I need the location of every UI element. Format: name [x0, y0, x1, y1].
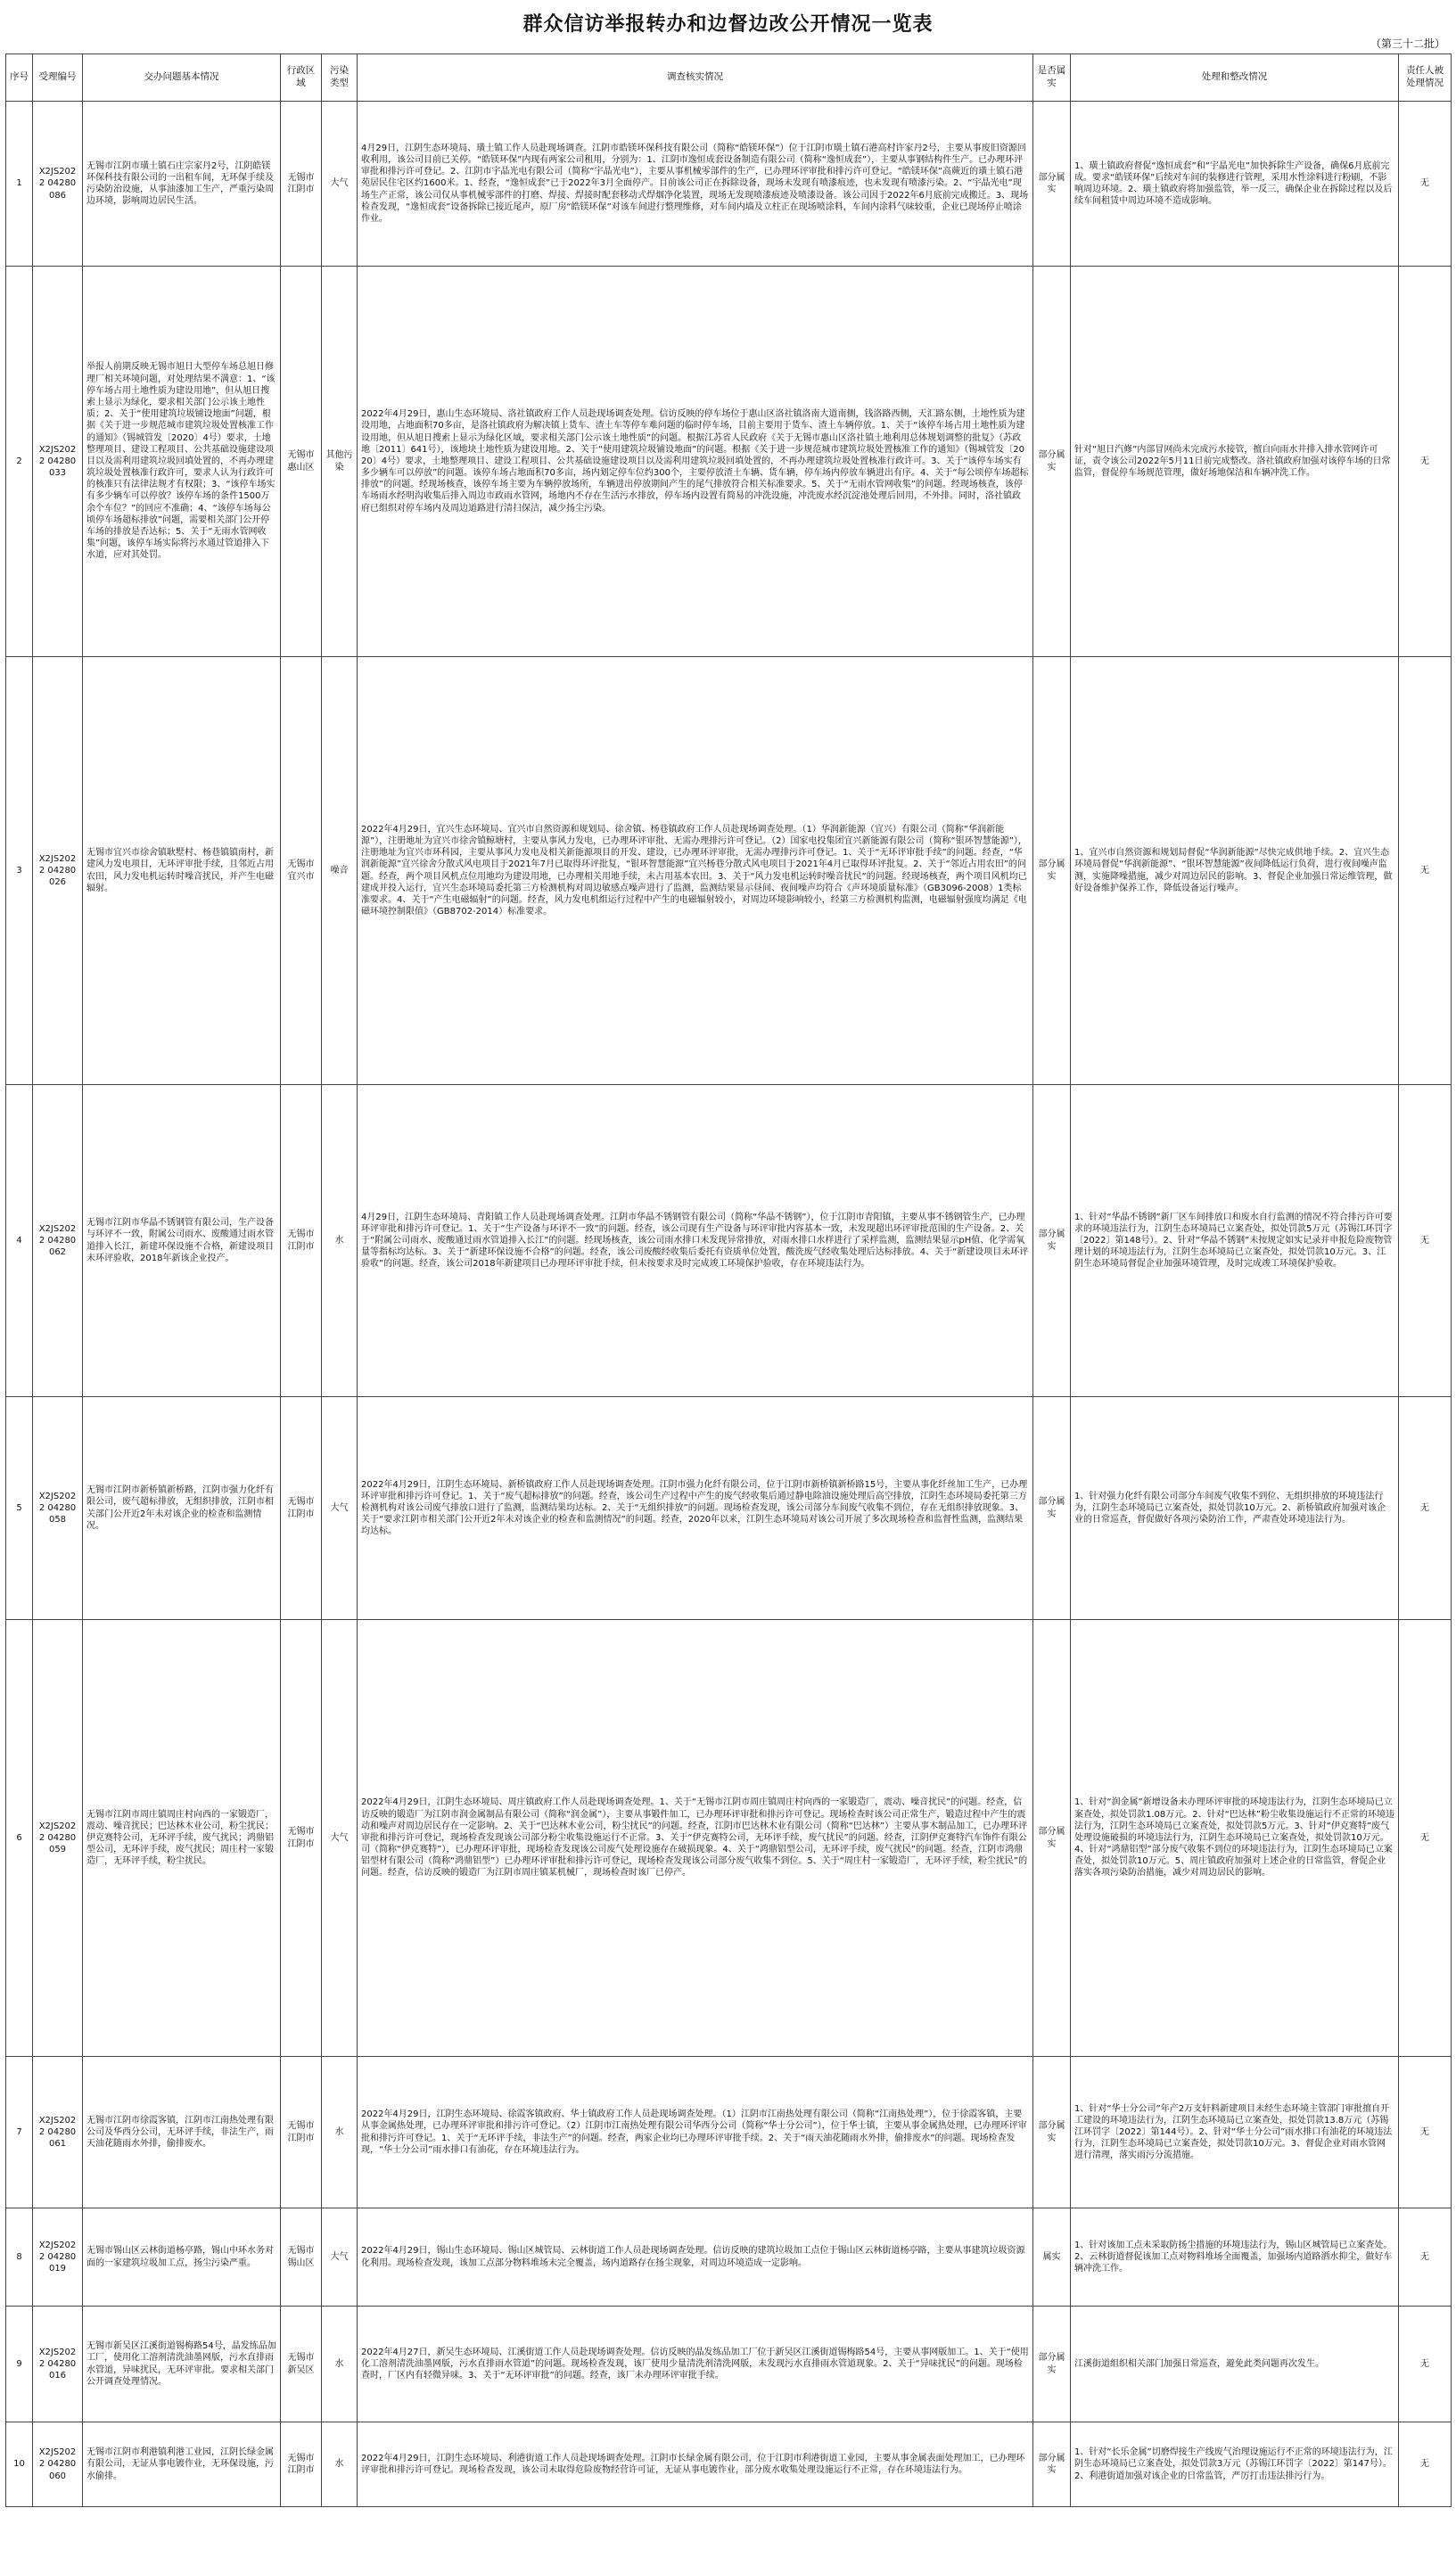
- cell-seq: 4: [6, 1085, 33, 1397]
- cell-id: X2JS2022 04280019: [33, 2208, 83, 2307]
- cell-type: 大气: [322, 2208, 358, 2307]
- cell-type: 大气: [322, 102, 358, 267]
- cell-is-true: 部分属实: [1033, 1085, 1071, 1397]
- document-title: 群众信访举报转办和边督边改公开情况一览表: [522, 12, 934, 36]
- cell-area: 无锡市新吴区: [281, 2307, 322, 2422]
- cell-area: 无锡市江阴市: [281, 102, 322, 267]
- cell-area: 无锡市惠山区: [281, 267, 322, 657]
- header-content: 交办问题基本情况: [83, 54, 281, 102]
- cell-investigation: 2022年4月29日，锡山生态环境局、锡山区城管局、云林街道工作人员赴现场调查处理。信访反映的建筑垃圾加工点位于锡山区云林街道杨亭路，主要从事建筑垃圾资源化利用。现场检查发现，该加工点部分物料堆场未完全覆盖，场内道路存在扬尘现象，对周边环境造成一定影响。: [358, 2208, 1033, 2307]
- header-area: 行政区域: [281, 54, 322, 102]
- cell-result: 1、针对“长乐金属”切磨焊接生产线废气治理设施运行不正常的环境违法行为，江阴生态环境局已立案查处，拟处罚款3万元（苏锡江环罚字〔2022〕第147号）。2、利港街道加强对该企业的日常监管，严厉打击违法排污行为。: [1071, 2422, 1399, 2507]
- cell-seq: 7: [6, 2057, 33, 2208]
- table-row: [6, 2307, 1452, 2422]
- cell-content: 无锡市宜兴市徐舍镇耿墅村、杨巷镇镇南村，新建风力发电项目，无环评审批手续，且邻近占用农田，风力发电机运转时噪音扰民，并产生电磁辐射。: [83, 657, 281, 1085]
- cell-is-true: 部分属实: [1033, 102, 1071, 267]
- cell-investigation: 2022年4月29日，江阴生态环境局、徐霞客镇政府、华士镇政府工作人员赴现场调查处理。（1）江阴市江南热处理有限公司（简称“江南热处理”），位于徐霞客镇，主要从事金属热处理，已办理环评审批和排污许可登记。（2）江阴市江南热处理有限公司华西分公司（简称“华士分公司”），位于华士镇，主要从事金属热处理，已办理环评审批和排污许可登记。1、关于“无环评手续，非法生产”的问题。经查，两家企业均已办理环评审批手续。2、关于“雨天油花随雨水外排，偷排废水”的问题。现场检查发现，“华士分公司”雨水排口有油花，存在环境违法行为。: [358, 2057, 1033, 2208]
- cell-seq: 1: [6, 102, 33, 267]
- cell-content: 无锡市锡山区云林街道杨亭路，锡山中环水务对面的一家建筑垃圾加工点，扬尘污染严重。: [83, 2208, 281, 2307]
- cell-seq: 3: [6, 657, 33, 1085]
- cell-investigation: 4月29日，江阴生态环境局、青阳镇工作人员赴现场调查处理。江阴市华晶不锈钢管有限公司（简称“华晶不锈钢”），位于江阴市青阳镇，主要从事不锈钢管生产，已办理环评审批和排污许可登记。1、关于“生产设备与环评不一致”的问题。经查，该公司现有生产设备与环评审批内容基本一致，未发现超出环评审批范围的生产设备。2、关于“附属公司雨水、废酸通过雨水管道排入长江”的问题。经现场核查，该公司雨水排口未发现异常排放，对雨水排口水样进行了采样监测，监测结果显示pH值、化学需氧量等指标均达标。3、关于“新建环保设施不合格”的问题。经查，该公司废酸经收集后委托有资质单位处置，酸洗废气经收集处理后达标排放。4、关于“新建设项目未环评验收”的问题。经查，该公司2018年新建项目已办理环评审批手续，但未按要求及时完成竣工环境保护验收，存在环境违法行为。: [358, 1085, 1033, 1397]
- cell-accountability: 无: [1399, 2057, 1452, 2208]
- table-row: [6, 2208, 1452, 2307]
- complaints-table: [5, 53, 1452, 2507]
- cell-is-true: 部分属实: [1033, 1397, 1071, 1620]
- cell-investigation: 2022年4月27日，新吴生态环境局、江溪街道工作人员赴现场调查处理。信访反映的晶发练品加工厂位于新吴区江溪街道锡梅路54号，主要从事网版加工。1、关于“使用化工溶剂清洗油墨网版，污水直排雨水管道”的问题。现场检查发现，该厂使用少量清洗剂清洗网版，未发现污水直排雨水管道现象。2、关于“异味扰民”的问题。现场检查时，厂区内有轻微异味。3、关于“无环评审批”的问题。经查，该厂未办理环评审批手续。: [358, 2307, 1033, 2422]
- cell-result: 1、针对“华士分公司”年产2万支轩料新建项目未经生态环境主管部门审批擅自开工建设的环境违法行为，江阴生态环境局已立案查处，拟处罚款13.8万元（苏锡江环罚字〔2022〕第144号）。2、针对“华士分公司”雨水排口有油花的环境违法行为，江阴生态环境局已立案查处，拟处罚款10万元。3、督促企业对雨水管网进行清理，落实雨污分流措施。: [1071, 2057, 1399, 2208]
- cell-result: 1、针对该加工点未采取防扬尘措施的环境违法行为，锡山区城管局已立案查处。2、云林街道督促该加工点对物料堆场全面覆盖，加强场内道路洒水抑尘，做好车辆冲洗工作。: [1071, 2208, 1399, 2307]
- cell-accountability: 无: [1399, 1620, 1452, 2057]
- table-row: [6, 267, 1452, 657]
- table-row: [6, 1085, 1452, 1397]
- header-id: 受理编号: [33, 54, 83, 102]
- cell-seq: 9: [6, 2307, 33, 2422]
- cell-investigation: 2022年4月29日，宜兴生态环境局、宜兴市自然资源和规划局、徐舍镇、杨巷镇政府工作人员赴现场调查处理。（1）华润新能源（宜兴）有限公司（简称“华润新能源”），注册地址为宜兴市徐舍镇鲸塘村，主要从事风力发电，已办理环评审批、无需办理排污许可登记。（2）国家电投集团宜兴新能源有限公司（简称“银环智慧能源”），注册地址为宜兴市环科园，主要从事风力发电及相关新能源项目的开发、建设，已办理环评审批，无需办理排污许可登记。1、关于“无环评审批手续”的问题。经查，“华润新能源”宜兴徐舍分散式风电项目于2021年7月已取得环评批复，“银环智慧能源”宜兴杨巷分散式风电项目于2021年4月已取得环评批复。2、关于“邻近占用农田”的问题。经查，两个项目风机点位用地均为建设用地，已办理相关用地手续，未占用基本农田。3、关于“风力发电机运转时噪音扰民”的问题。经现场核查，两个项目风机均已建成并投入运行，宜兴生态环境局委托第三方检测机构对周边敏感点噪声进行了监测，监测结果显示昼间、夜间噪声均符合《声环境质量标准》（GB3096-2008）1类标准要求。4、关于“产生电磁辐射”的问题。经查，风力发电机组运行过程中产生的电磁辐射较小，对周边环境影响较小，经第三方检测机构监测，电磁辐射强度均满足《电磁环境控制限值》（GB8702-2014）标准要求。: [358, 657, 1033, 1085]
- table-row: [6, 2057, 1452, 2208]
- cell-id: X2JS2022 04280033: [33, 267, 83, 657]
- header-result: 处理和整改情况: [1071, 54, 1399, 102]
- cell-content: 无锡市江阴市徐霞客镇，江阴市江南热处理有限公司及华西分公司，无环评手续，非法生产，雨天油花随雨水外排，偷排废水。: [83, 2057, 281, 2208]
- header-seq: 序号: [6, 54, 33, 102]
- cell-result: 江溪街道组织相关部门加强日常巡查，避免此类问题再次发生。: [1071, 2307, 1399, 2422]
- table-row: [6, 1397, 1452, 1620]
- table-header-row: [6, 54, 1452, 102]
- cell-type: 水: [322, 2422, 358, 2507]
- cell-content: 无锡市江阴市璜土镇石庄宗家丹2号，江阴皓镁环保科技有限公司的一出租车间，无环保手续及污染防治设施，从事油漆加工生产，严重污染周边环境，影响周边居民生活。: [83, 102, 281, 267]
- cell-type: 大气: [322, 1620, 358, 2057]
- cell-is-true: 部分属实: [1033, 2422, 1071, 2507]
- header-is-true: 是否属实: [1033, 54, 1071, 102]
- cell-type: 噪音: [322, 657, 358, 1085]
- cell-investigation: 2022年4月29日，江阴生态环境局、周庄镇政府工作人员赴现场调查处理。1、关于“无锡市江阴市周庄镇周庄村向西的一家锻造厂，震动、噪音扰民”的问题。经查，信访反映的锻造厂为江阴市润金属制品有限公司（简称“润金属”），主要从事锻件加工，已办理环评审批和排污许可登记。现场检查时该公司正常生产，锻造过程中产生的震动和噪声对周边居民存在一定影响。2、关于“巴达林木业公司，粉尘扰民”的问题。经查，江阴市巴达林木业有限公司（简称“巴达林”）主要从事木制品加工，已办理环评审批和排污许可登记，现场检查发现该公司部分粉尘收集设施运行不正常。3、关于“伊克赛特公司，无环评手续，废气扰民”的问题。经查，江阴伊克赛特汽车饰件有限公司（简称“伊克赛特”），已办理环评审批，现场检查发现该公司废气处理设施存在破损现象。4、关于“鸿鼎铝型公司，无环评手续，废气扰民”的问题。经查，江阴市鸿鼎铝型材有限公司（简称“鸿鼎铝型”）已办理环评审批和排污许可登记，现场检查发现该公司部分废气收集不到位。5、关于“周庄村一家锻造厂，无环评手续，粉尘扰民”的问题。经查，信访反映的锻造厂为江阴市周庄镇某机械厂，现场检查时该厂已停产。: [358, 1620, 1033, 2057]
- header-type: 污染类型: [322, 54, 358, 102]
- cell-content: 无锡市江阴市华晶不锈钢管有限公司，生产设备与环评不一致，附属公司雨水、废酸通过雨水管道排入长江，新建环保设施不合格，新建设项目未环评验收，2018年新该企业投产。: [83, 1085, 281, 1397]
- cell-investigation: 2022年4月29日，惠山生态环境局、洛社镇政府工作人员赴现场调查处理。信访反映的停车场位于惠山区洛社镇洛南大道南侧，钱洛路西侧，天汇路东侧，土地性质为建设用地，占地面积70多亩，是洛社镇政府为解决镇上货车、渣土车等停车难问题的临时停车场，目前主要用于货车、渣土车辆停放。1、关于“该停车场占用土地性质为建设用地，但从旭日搜索上显示为绿化区域，要求相关部门公示该土地性质”的问题。根据江苏省人民政府《关于无锡市惠山区洛社镇土地利用总体规划调整的批复》（苏政地〔2011〕641号），该地块土地性质为建设用地。2、关于“使用建筑垃圾铺设地面”的问题。根据《关于进一步规范城市建筑垃圾处置核准工作的通知》（锡城管发〔2020〕4号）要求，土地整理项目、建设工程项目、公共基础设施建设项目以及需利用建筑垃圾回填处置的，不再办理建筑垃圾处置核准行政许可。3、关于“该停车场实有多少辆车可以停放”的问题。该停车场占地面积70多亩，场内划定停车位约300个，主要停放渣土车辆、货车辆，停车场内停放车辆进出有序。4、关于“每公顷停车场超标排放”的问题。经现场核查，该停车场主要为车辆停放场所，车辆进出停放期间产生的尾气排放符合相关标准要求。5、关于“无雨水管网收集”的问题。经现场核查，该停车场雨水经明沟收集后排入周边市政雨水管网，场地内不存在生活污水排放，停车场内设置有简易的冲洗设施，冲洗废水经沉淀池处理后回用，不外排。同时，洛社镇政府已组织对停车场内及周边道路进行清扫保洁，减少扬尘污染。: [358, 267, 1033, 657]
- cell-is-true: 部分属实: [1033, 2307, 1071, 2422]
- cell-accountability: 无: [1399, 657, 1452, 1085]
- cell-id: X2JS2022 04280058: [33, 1397, 83, 1620]
- cell-id: X2JS2022 04280062: [33, 1085, 83, 1397]
- cell-result: 针对“旭日汽修”内部冒网尚未完成污水接管，擅自向雨水井排入排水管网许可证，责令该公司2022年5月11日前完成整改。洛社镇政府加强对该停车场的日常监管，督促停车场规范管理，做好场地保洁和车辆冲洗工作。: [1071, 267, 1399, 657]
- cell-is-true: 部分属实: [1033, 657, 1071, 1085]
- cell-id: X2JS2022 04280016: [33, 2307, 83, 2422]
- cell-area: 无锡市锡山区: [281, 2208, 322, 2307]
- cell-is-true: 属实: [1033, 2208, 1071, 2307]
- cell-result: 1、宜兴市自然资源和规划局督促“华润新能源”尽快完成供地手续。2、宜兴生态环境局督促“华润新能源”、“银环智慧能源”夜间降低运行负荷，进行夜间噪声监测，实施降噪措施，减少对周边居民的影响。3、督促企业加强日常运维管理，做好设备维护保养工作，降低设备运行噪声。: [1071, 657, 1399, 1085]
- table-row: [6, 657, 1452, 1085]
- cell-seq: 5: [6, 1397, 33, 1620]
- cell-content: 举报人前期反映无锡市旭日大型停车场总旭日修理厂相关环境问题，对处理结果不满意：1、“该停车场占用土地性质为建设用地”，但从旭日搜索上显示为绿化，要求相关部门公示该土地性质；2、关于“使用建筑垃圾铺设地面”问题，根据《关于进一步规范城市建筑垃圾处置核准工作的通知》（锡城管发〔2020〕4号）要求，土地整理项目、建设工程项目、公共基础设施建设项目以及需利用建筑垃圾回填处置的，不再办理建筑垃圾处置核准行政许可，要求人认为行政许可的核准只有法律法规才有权限；3、“该停车场实有多少辆车可以停放？该停车场的条件1500万余个车位？”的回应不准确；4、“该停车场每公顷停车场超标排放”问题，需要相关部门公开停车场的排放是否达标；5、关于“无雨水管网收集”问题，该停车场实际将污水通过管道排入下水道，应对其处罚。: [83, 267, 281, 657]
- cell-area: 无锡市江阴市: [281, 2422, 322, 2507]
- cell-accountability: 无: [1399, 2208, 1452, 2307]
- cell-type: 水: [322, 2057, 358, 2208]
- batch-number: （第三十二批）: [1370, 37, 1445, 50]
- cell-id: X2JS2022 04280061: [33, 2057, 83, 2208]
- cell-area: 无锡市江阴市: [281, 1085, 322, 1397]
- cell-type: 水: [322, 2307, 358, 2422]
- cell-result: 1、针对“润金属”新增设备未办理环评审批的环境违法行为，江阴生态环境局已立案查处，拟处罚款1.08万元。2、针对“巴达林”粉尘收集设施运行不正常的环境违法行为，江阴生态环境局已立案查处，拟处罚款5万元。3、针对“伊克赛特”废气处理设施破损的环境违法行为，江阴生态环境局已立案查处，拟处罚款10万元。4、针对“鸿鼎铝型”部分废气收集不到位的环境违法行为，江阴生态环境局已立案查处，拟处罚款10万元。5、周庄镇政府加强对上述企业的日常监管，督促企业落实各项污染防治措施，减少对周边居民的影响。: [1071, 1620, 1399, 2057]
- cell-accountability: 无: [1399, 2422, 1452, 2507]
- cell-id: X2JS2022 04280059: [33, 1620, 83, 2057]
- table-row: [6, 2422, 1452, 2507]
- table-row: [6, 1620, 1452, 2057]
- cell-is-true: 部分属实: [1033, 267, 1071, 657]
- cell-accountability: 无: [1399, 1397, 1452, 1620]
- cell-type: 其他污染: [322, 267, 358, 657]
- cell-type: 大气: [322, 1397, 358, 1620]
- cell-accountability: 无: [1399, 102, 1452, 267]
- cell-result: 1、针对“华晶不锈钢”新厂区车间排放口和废水自行监测的情况不符合排污许可要求的环境违法行为，江阴生态环境局已立案查处，拟处罚款5万元（苏锡江环罚字〔2022〕第148号）。2、针对“华晶不锈钢”未按规定如实记录并申报危险废物管理计划的环境违法行为，江阴生态环境局已立案查处，拟处罚款10万元。3、江阴生态环境局督促企业加强环境管理，及时完成竣工环境保护验收。: [1071, 1085, 1399, 1397]
- cell-content: 无锡市江阴市利港镇利港工业园，江阴长绿金属有限公司，无证从事电镀作业，无环保设施，污水偷排。: [83, 2422, 281, 2507]
- cell-area: 无锡市宜兴市: [281, 657, 322, 1085]
- cell-id: X2JS2022 04280026: [33, 657, 83, 1085]
- cell-content: 无锡市新吴区江溪街道锡梅路54号，晶发练品加工厂，使用化工溶剂清洗油墨网版，污水直排雨水管道，异味扰民，无环评审批。要求相关部门公开调查处理情况。: [83, 2307, 281, 2422]
- cell-investigation: 4月29日，江阴生态环境局、璜土镇工作人员赴现场调查。江阴市皓镁环保科技有限公司（简称“皓镁环保”）位于江阴市璜土镇石港高村许家丹2号，主要从事废旧资源回收利用，该公司目前已关停。“皓镁环保”内现有两家公司租用，分别为：1、江阴市逸恒成套设备制造有限公司（简称“逸恒成套”），主要从事钢结构件生产。已办理环评审批和排污许可登记。2、江阴市宇晶光电有限公司（简称“宇晶光电”），主要从事机械零部件的生产，已办理环评审批和排污许可登记。“皓镁环保”高蕨近的璜土镇石港苑居民住宅区约1600米。1、经查，“逸恒成套”已于2022年3月全面停产。目前该公司正在拆除设备，现场未发现有喷漆痕迹，也未发现有喷漆污染。2、“宇晶光电”现场生产正常，该公司仅从事机械零部件的打磨、焊接、焊接时配套移动式焊烟净化装置，现场无发现喷漆痕迹及喷漆设备。该公司因于2022年6月底前完成搬迁。3、现场检查发现，“逸恒成套”设备拆除已接近尾声，原厂房“皓镁环保”对该车间进行整理维修，对车间内墙及立柱正在现场喷涂料，车间内涂料气味较重，企业已现场停止喷涂作业。: [358, 102, 1033, 267]
- cell-content: 无锡市江阴市周庄镇周庄村向西的一家锻造厂，震动、噪音扰民；巴达林木业公司，粉尘扰民；伊克赛特公司，无环评手续，废气扰民；鸿鼎铝型公司，无环评手续，废气扰民；周庄村一家锻造厂，无环评手续，粉尘扰民。: [83, 1620, 281, 2057]
- cell-accountability: 无: [1399, 267, 1452, 657]
- cell-is-true: 部分属实: [1033, 1620, 1071, 2057]
- cell-content: 无锡市江阴市新桥镇新桥路，江阴市强力化纤有限公司，废气超标排放，无组织排放，江阴市相关部门公开近2年未对该企业的检查和监测情况。: [83, 1397, 281, 1620]
- header-investigation: 调查核实情况: [358, 54, 1033, 102]
- cell-accountability: 无: [1399, 1085, 1452, 1397]
- cell-id: X2JS2022 04280086: [33, 102, 83, 267]
- cell-result: 1、璜土镇政府督促“逸恒成套”和“宇晶光电”加快拆除生产设备，确保6月底前完成。要求“皓镁环保”后续对车间的装修进行管理，采用水性涂料进行粉刷，不影响周边环境。2、璜土镇政府将加强监管，举一反三，确保企业在拆除过程以及后续车间租赁中周边环境不造成影响。: [1071, 102, 1399, 267]
- cell-area: 无锡市江阴市: [281, 1620, 322, 2057]
- cell-seq: 8: [6, 2208, 33, 2307]
- cell-area: 无锡市江阴市: [281, 2057, 322, 2208]
- table-row: [6, 102, 1452, 267]
- header-accountability: 责任人被处理情况: [1399, 54, 1452, 102]
- cell-type: 水: [322, 1085, 358, 1397]
- cell-area: 无锡市江阴市: [281, 1397, 322, 1620]
- cell-seq: 6: [6, 1620, 33, 2057]
- cell-seq: 10: [6, 2422, 33, 2507]
- cell-accountability: 无: [1399, 2307, 1452, 2422]
- cell-is-true: 部分属实: [1033, 2057, 1071, 2208]
- cell-result: 1、针对强力化纤有限公司部分车间废气收集不到位、无组织排放的环境违法行为，江阴生态环境局已立案查处，拟处罚款10万元。2、新桥镇政府加强对该企业的日常巡查，督促做好各项污染防治工作，严肃查处环境违法行为。: [1071, 1397, 1399, 1620]
- cell-investigation: 2022年4月29日，江阴生态环境局、利港街道工作人员赴现场调查处理。江阴市长绿金属有限公司，位于江阴市利港街道工业园，主要从事金属表面处理加工，已办理环评审批和排污许可登记。现场检查发现，该公司未取得危险废物经营许可证，无证从事电镀作业，部分废水收集处理设施运行不正常，存在环境违法行为。: [358, 2422, 1033, 2507]
- cell-id: X2JS2022 04280060: [33, 2422, 83, 2507]
- cell-seq: 2: [6, 267, 33, 657]
- cell-investigation: 2022年4月29日，江阴生态环境局、新桥镇政府工作人员赴现场调查处理。江阴市强力化纤有限公司，位于江阴市新桥镇新桥路15号，主要从事化纤丝加工生产，已办理环评审批和排污许可登记。1、关于“废气超标排放”的问题。经查，该公司生产过程中产生的废气经收集后通过静电除油设施处理后高空排放，江阴生态环境局委托第三方检测机构对该公司废气排放口进行了监测，监测结果均达标。2、关于“无组织排放”的问题。现场检查发现，该公司部分车间废气收集不到位，存在无组织排放现象。3、关于“要求江阴市相关部门公开近2年未对该企业的检查和监测情况”的问题。经查，2020年以来，江阴生态环境局对该公司开展了多次现场检查和监督性监测，监测结果均达标。: [358, 1397, 1033, 1620]
